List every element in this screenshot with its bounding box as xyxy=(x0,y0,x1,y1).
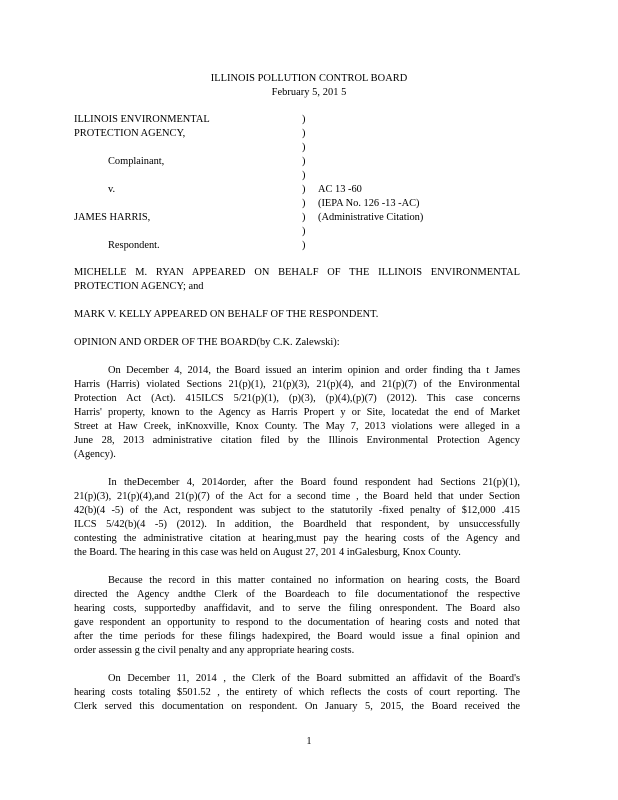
paragraph-line: On December 11, 2014 , the Clerk of the Board submitted an affidavit of the Board's xyxy=(108,673,520,684)
paragraph-line: directed the Agency andthe Clerk of the Boardeach to file documentationof the respective xyxy=(74,589,520,600)
paragraph-line: Harris (Harris) violated Sections 21(p)(1), 21(p)(3), 21(p)(4), and 21(p)(7) of the Environmental xyxy=(74,379,520,390)
paragraph-line: Harris' property, known to the Agency as Harris Propert y or Site, locatedat the end of Market xyxy=(74,407,520,418)
board-title: ILLINOIS POLLUTION CONTROL BOARD xyxy=(210,73,408,84)
caption-paren: ) xyxy=(302,184,306,195)
respondent-name: JAMES HARRIS, xyxy=(74,212,151,223)
paragraph-2 xyxy=(74,476,520,560)
complainant-name-line1: ILLINOIS ENVIRONMENTAL xyxy=(74,114,210,125)
paragraph-line: In theDecember 4, 2014order, after the Board found respondent had Sections 21(p)(1), xyxy=(108,477,520,488)
caption-paren: ) xyxy=(302,226,306,237)
paragraph-line: 21(p)(3), 21(p)(4),and 21(p)(7) of the Act for a second time , the Board held that under Section xyxy=(74,491,520,502)
paragraph-4 xyxy=(74,672,520,714)
paragraph-line: Because the record in this matter contained no information on hearing costs, the Board xyxy=(108,575,520,586)
caption-parentheses xyxy=(302,113,305,253)
paragraph-line: contesting the administrative citation at hearing,must pay the hearing costs of the Agency and xyxy=(74,533,520,544)
paragraph-line: June 28, 2013 administrative citation filed by the Illinois Environmental Protection Agency xyxy=(74,435,520,446)
complainant-label: Complainant, xyxy=(108,156,165,167)
paragraph-line: hearing costs, supportedby anaffidavit, and to serve the filing onrespondent. The Board also xyxy=(74,603,520,614)
paragraph-line: after the time periods for these filings hadexpired, the Board would issue a final opinion and xyxy=(74,631,520,642)
opinion-heading xyxy=(74,336,520,350)
appearance-line: MARK V. KELLY APPEARED ON BEHALF OF THE RESPONDENT. xyxy=(74,309,379,320)
paragraph-line: Street at Haw Creek, inKnoxville, Knox County. The May 7, 2013 violations were alleged in a xyxy=(74,421,520,432)
case-numbers xyxy=(318,183,423,225)
paragraph-3 xyxy=(74,574,520,658)
appearance-line: MICHELLE M. RYAN APPEARED ON BEHALF OF THE ILLINOIS ENVIRONMENTAL xyxy=(74,267,520,278)
document-date: February 5, 201 5 xyxy=(271,87,347,98)
case-number: AC 13 -60 xyxy=(318,184,362,195)
caption-paren: ) xyxy=(302,156,306,167)
paragraph-line: hearing costs totaling $501.52 , the entirety of which reflects the costs of court reporting. The xyxy=(74,687,520,698)
respondent-label: Respondent. xyxy=(108,240,160,251)
opinion-heading-text: OPINION AND ORDER OF THE BOARD(by C.K. Zalewski): xyxy=(74,337,340,348)
caption-paren: ) xyxy=(302,114,306,125)
caption-paren: ) xyxy=(302,198,306,209)
paragraph-line: On December 4, 2014, the Board issued an interim opinion and order finding tha t James xyxy=(108,365,520,376)
caption-paren: ) xyxy=(302,212,306,223)
iepa-number: (IEPA No. 126 -13 -AC) xyxy=(318,198,420,209)
paragraph-line: order assessin g the civil penalty and any appropriate hearing costs. xyxy=(74,645,355,656)
paragraph-line: the Board. The hearing in this case was held on August 27, 201 4 inGalesburg, Knox County. xyxy=(74,547,461,558)
paragraph-line: Clerk served this documentation on respondent. On January 5, 2015, the Board received the xyxy=(74,701,520,712)
paragraph-line: 42(b)(4 -5) of the Act, respondent was subject to the statutorily -fixed penalty of $12,000 .415 xyxy=(74,505,520,516)
paragraph-line: ILCS 5/42(b)(4 -5) (2012). In addition, the Boardheld that respondent, by unsuccessfully xyxy=(74,519,520,530)
versus-label: v. xyxy=(108,184,116,195)
appearance-agency xyxy=(74,266,520,294)
appearance-respondent xyxy=(74,308,520,322)
page-number: 1 xyxy=(306,736,312,747)
citation-type: (Administrative Citation) xyxy=(318,212,424,223)
caption-paren: ) xyxy=(302,170,306,181)
paragraph-line: gave respondent an opportunity to respond to the documentation of hearing costs and noted that xyxy=(74,617,520,628)
complainant-name-line2: PROTECTION AGENCY, xyxy=(74,128,186,139)
paragraph-line: (Agency). xyxy=(74,449,116,460)
caption-paren: ) xyxy=(302,142,306,153)
caption-paren: ) xyxy=(302,240,306,251)
paragraph-line: Protection Act (Act). 415ILCS 5/21(p)(1), (p)(3), (p)(4),(p)(7) (2012). This case concerns xyxy=(74,393,520,404)
appearance-line: PROTECTION AGENCY; and xyxy=(74,281,204,292)
paragraph-1 xyxy=(74,364,520,462)
caption-paren: ) xyxy=(302,128,306,139)
